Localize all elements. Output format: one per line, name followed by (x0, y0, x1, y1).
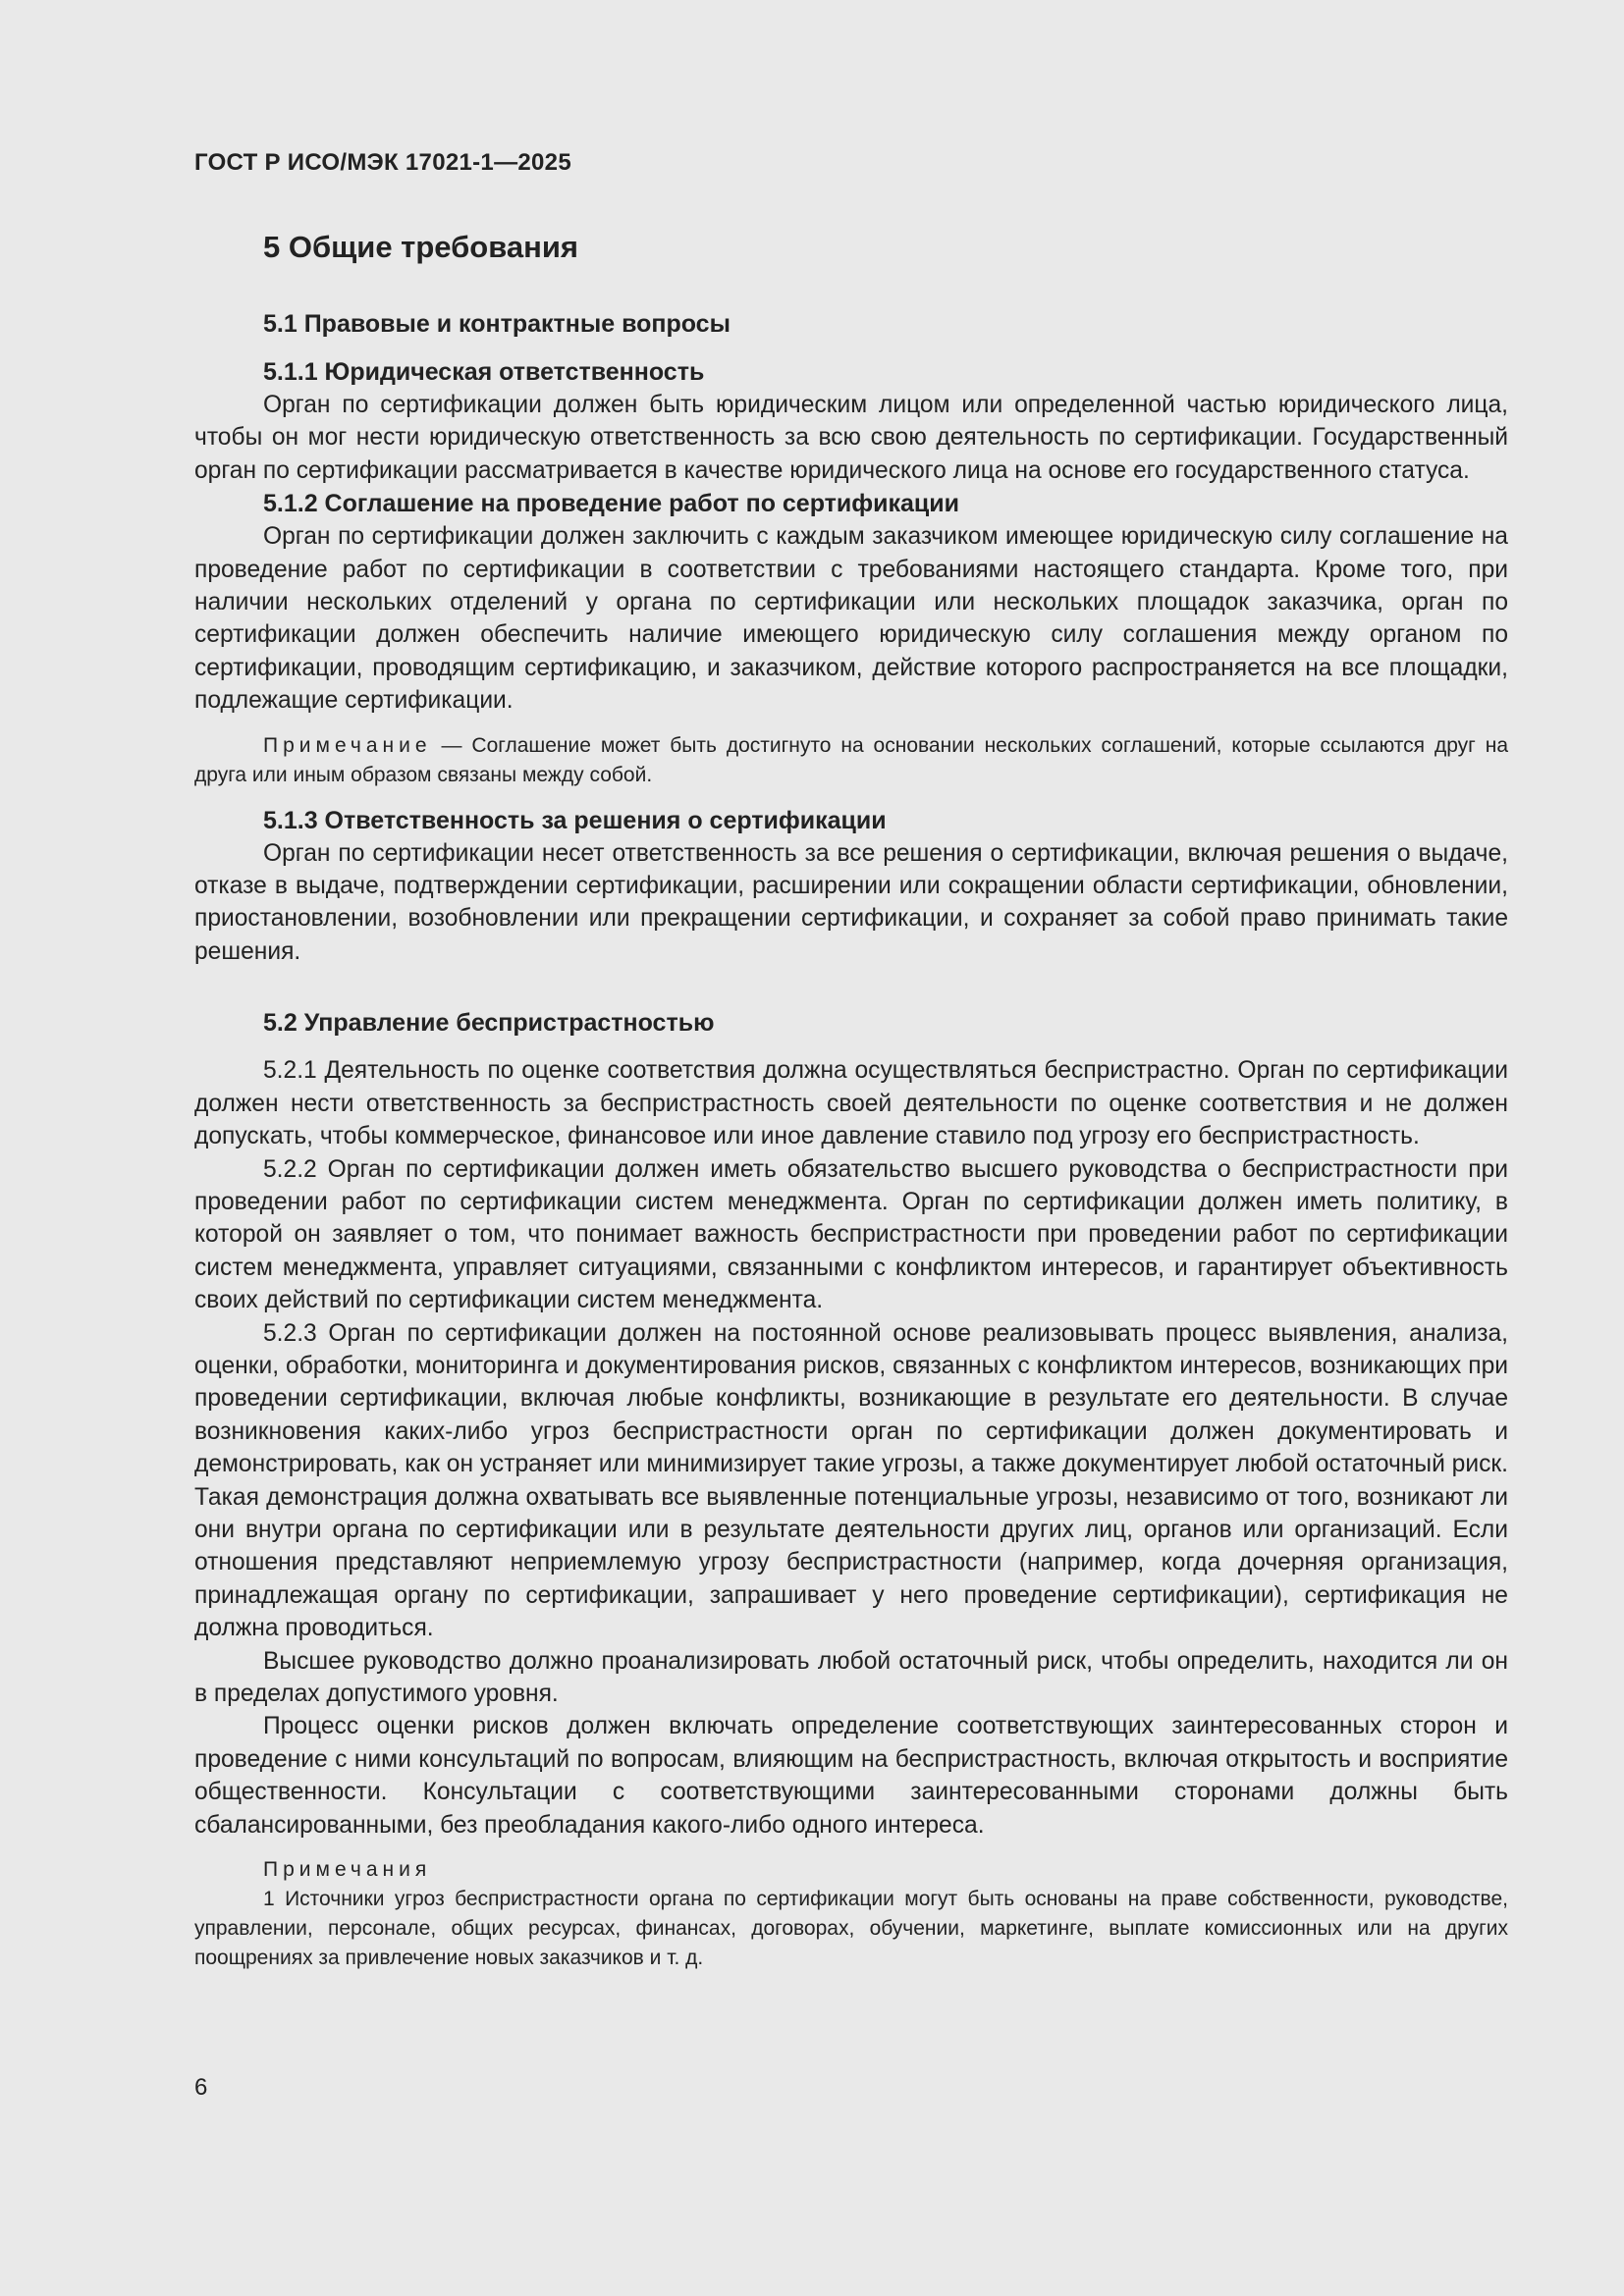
section-5-2-1-paragraph: 5.2.1 Деятельность по оценке соответствия должна осуществляться беспристрастно. Орган по сертификации должен нести ответственность за беспристрастность своей деятельности по оценке соответствия и не должен допускать, чтобы коммерческое, финансовое или иное давление ставило под угрозу его беспристрастность. (194, 1057, 1508, 1150)
section-5-1-title: 5.1 Правовые и контрактные вопросы (263, 310, 731, 338)
note-label: Примечание (263, 733, 432, 757)
spacer (194, 1041, 1508, 1054)
section-5-1-2-paragraph: Орган по сертификации должен заключить с каждым заказчиком имеющее юридическую силу соглашение на проведение работ по сертификации в соответствии с требованиями настоящего стандарта. Кроме того, при наличии нескольких отделений у органа по сертификации или нескольких площадок заказчика, орган по сертификации должен обеспечить наличие имеющего юридическую силу соглашения между органом по сертификации, проводящим сертификацию, и заказчиком, действие которого распространяется на все площадки, подлежащие сертификации. (194, 523, 1508, 715)
page-content (194, 218, 1508, 1973)
page-number: 6 (194, 2074, 208, 2101)
section-5-2-2-paragraph: 5.2.2 Орган по сертификации должен иметь обязательство высшего руководства о беспристрастности при проведении работ по сертификации систем менеджмента. Орган по сертификации должен иметь политику, в которой он заявляет о том, что понимает важность беспристрастности при проведении работ по сертификации систем менеджмента, управляет ситуациями, связанными с конфликтом интересов, и гарантирует объективность своих действий по сертификации систем менеджмента. (194, 1155, 1508, 1314)
section-5-1-3-title: 5.1.3 Ответственность за решения о сертификации (263, 806, 887, 834)
standard-designation: ГОСТ Р ИСО/МЭК 17021-1—2025 (194, 149, 571, 176)
section-5-1-2-note (194, 731, 1508, 790)
section-5-title: 5 Общие требования (263, 230, 578, 264)
top-management-paragraph: Высшее руководство должно проанализировать любой остаточный риск, чтобы определить, находится ли он в пределах допустимого уровня. (194, 1647, 1508, 1707)
section-5-2-3-paragraph: 5.2.3 Орган по сертификации должен на постоянной основе реализовывать процесс выявления, анализа, оценки, обработки, мониторинга и документирования рисков, связанных с конфликтом интересов, возникающих при проведении сертификации, включая любые конфликты, возникающие в результате его деятельности. В случае возникновения каких-либо угроз беспристрастности орган по сертификации должен документировать и демонстрировать, как он устраняет или минимизирует такие угрозы, а также документирует любой остаточный риск. Такая демонстрация должна охватывать все выявленные потенциальные угрозы, независимо от того, возникают ли они внутри органа по сертификации или в результате деятельности других лиц, органов или организаций. Если отношения представляют неприемлемую угрозу беспристрастности (например, когда дочерняя организация, принадлежащая органу по сертификации, запрашивает у него проведение сертификации), сертификация не должна проводиться. (194, 1319, 1508, 1642)
section-5-1-3-paragraph: Орган по сертификации несет ответственность за все решения о сертификации, включая решения о выдаче, отказе в выдаче, подтверждении сертификации, расширении или сокращении области сертификации, обновлении, приостановлении, возобновлении или прекращении сертификации, и сохраняет за собой право принимать такие решения. (194, 839, 1508, 965)
section-5-1-2-title: 5.1.2 Соглашение на проведение работ по сертификации (263, 490, 960, 518)
note-1: 1 Источники угроз беспристрастности органа по сертификации могут быть основаны на праве собственности, руководстве, управлении, персонале, общих ресурсах, финансах, договорах, обучении, маркетинге, выплате комиссионных или на других поощрениях за привлечение новых заказчиков и т. д. (194, 1888, 1508, 1970)
section-5-2-title: 5.2 Управление беспристрастностью (263, 1009, 715, 1038)
notes-heading: Примечания (263, 1858, 432, 1882)
note-text: — Соглашение может быть достигнуто на основании нескольких соглашений, которые ссылаются друг на друга или иным образом связаны между собой. (194, 733, 1508, 786)
risk-assessment-paragraph: Процесс оценки рисков должен включать определение соответствующих заинтересованных сторон и проведение с ними консультаций по вопросам, влияющим на беспристрастность, включая открытость и восприятие общественности. Консультации с соответствующими заинтересованными сторонами должны быть сбалансированными, без преобладания какого-либо одного интереса. (194, 1713, 1508, 1839)
section-5-1-1-paragraph: Орган по сертификации должен быть юридическим лицом или определенной частью юридического лица, чтобы он мог нести юридическую ответственность за всю свою деятельность по сертификации. Государственный орган по сертификации рассматривается в качестве юридического лица на основе его государственного статуса. (194, 392, 1508, 484)
section-5-1-1-title: 5.1.1 Юридическая ответственность (263, 358, 705, 386)
